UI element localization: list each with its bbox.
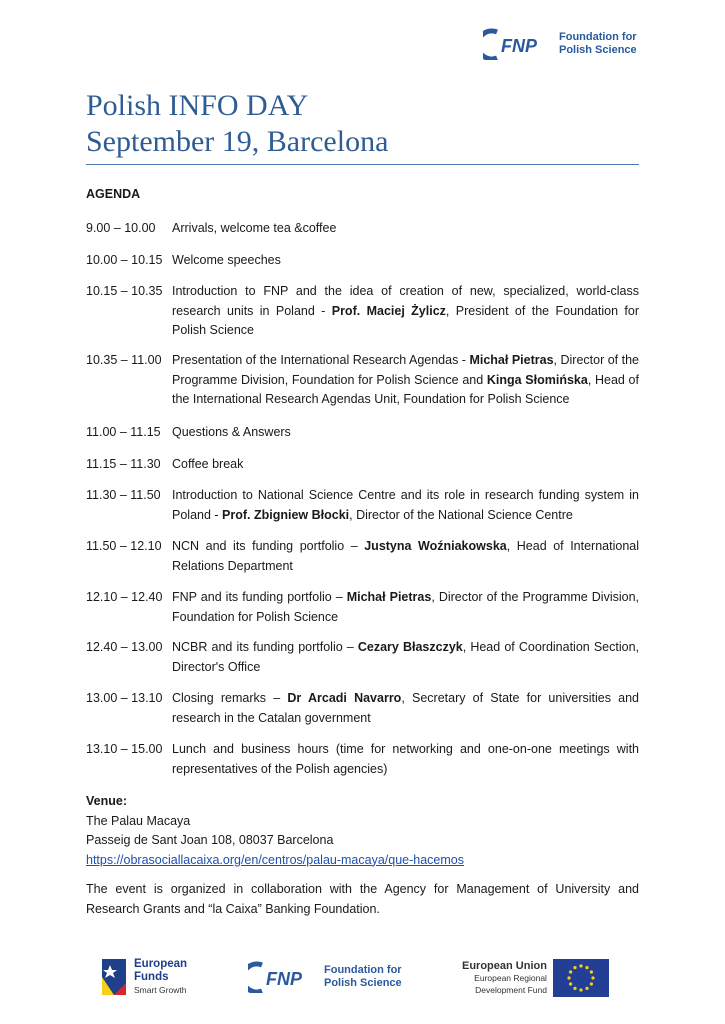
agenda-row (86, 740, 639, 779)
agenda-time: 12.40 – 13.00 (86, 640, 163, 654)
agenda-text: , Head of International Relations Department (172, 539, 639, 573)
eu-union-sub1: European Regional (474, 973, 547, 983)
logo-text-line1: Foundation for (559, 31, 637, 43)
svg-text:FNP: FNP (501, 36, 537, 56)
venue-link[interactable]: https://obrasociallacaixa.org/en/centros/palau-macaya/que-hacemos (86, 852, 464, 867)
fnp-footer-icon (248, 961, 316, 993)
agenda-description (172, 486, 639, 525)
eu-star-icon (569, 982, 572, 985)
collaboration-note: The event is organized in collaboration with the Agency for Management of University and Research Grants and “la Caixa” Banking Foundation. (86, 882, 639, 916)
agenda-time: 11.50 – 12.10 (86, 539, 162, 553)
agenda-text: Introduction to FNP and the idea of creation of new, specialized, world-class research units in Poland - (172, 284, 639, 318)
agenda-row (86, 423, 639, 443)
agenda-row (86, 251, 639, 271)
european-funds-icon (100, 955, 128, 999)
title-line2: September 19, Barcelona (86, 125, 389, 158)
agenda-text: Lunch and business hours (time for networking and one-on-one meetings with representatives of the Polish agencies) (172, 742, 639, 776)
eu-star-icon (579, 964, 582, 967)
agenda-text: Questions & Answers (172, 425, 291, 439)
agenda-text: , Director of the National Science Centre (349, 507, 573, 522)
agenda-description (172, 282, 639, 341)
fnp-footer-line1: Foundation for (324, 964, 402, 976)
fnp-footer-logo (248, 961, 402, 993)
agenda-time: 13.10 – 15.00 (86, 742, 163, 756)
agenda-row (86, 282, 639, 341)
eu-funds-line2: Funds (134, 970, 169, 983)
agenda-time: 9.00 – 10.00 (86, 221, 156, 235)
venue-name: The Palau Macaya (86, 813, 191, 828)
agenda-time: 13.00 – 13.10 (86, 691, 163, 705)
eu-star-icon (585, 987, 588, 990)
logo-text-line2: Polish Science (559, 44, 637, 56)
eu-star-icon (569, 970, 572, 973)
eu-funds-line1: European (134, 957, 188, 970)
speaker-name: Michał Pietras (346, 590, 432, 604)
speaker-name: Michał Pietras (469, 353, 554, 367)
european-union-text (462, 960, 547, 996)
agenda-text: , Secretary of State for universities and research in the Catalan government (172, 691, 640, 725)
european-funds-text (134, 958, 187, 997)
fnp-footer-text (324, 964, 402, 990)
eu-union-title: European Union (462, 960, 547, 972)
agenda-text: FNP and its funding portfolio – (172, 590, 347, 604)
eu-star-icon (579, 988, 582, 991)
agenda-heading: AGENDA (86, 187, 141, 201)
eu-star-icon (573, 966, 576, 969)
agenda-time: 11.30 – 11.50 (86, 488, 161, 502)
agenda-row (86, 588, 639, 627)
eu-star-icon (585, 966, 588, 969)
agenda-text: Arrivals, welcome tea &coffee (172, 221, 337, 235)
agenda-description (172, 251, 639, 271)
agenda-text: , Director of the Programme Division, Foundation for Polish Science (172, 590, 639, 624)
fnp-header-logo (483, 28, 637, 60)
venue-address: Passeig de Sant Joan 108, 08037 Barcelona (86, 833, 334, 847)
agenda-time: 11.15 – 11.30 (86, 457, 161, 471)
agenda-time: 12.10 – 12.40 (86, 590, 163, 604)
agenda-text: , President of the Foundation for Polish Science (172, 303, 639, 337)
agenda-text: , Head of Coordination Section, Director's Office (172, 640, 640, 674)
agenda-description (172, 740, 639, 779)
footer-logos (0, 955, 725, 1005)
agenda-description (172, 351, 639, 410)
svg-text:FNP: FNP (266, 969, 302, 989)
eu-union-sub2: Development Fund (475, 985, 547, 995)
agenda-time: 10.00 – 10.15 (86, 253, 163, 267)
title-divider (86, 164, 639, 165)
agenda-row (86, 455, 639, 475)
eu-star-icon (590, 970, 593, 973)
agenda-text: , Director of the Programme Division, Foundation for Polish Science and (172, 353, 639, 387)
agenda-row (86, 638, 639, 677)
eu-star-icon (573, 987, 576, 990)
agenda-description (172, 219, 639, 239)
speaker-name: Justyna Woźniakowska (364, 539, 507, 553)
eu-funds-sub: Smart Growth (134, 984, 187, 995)
speaker-name: Kinga Słomińska (486, 372, 588, 387)
agenda-text: Coffee break (172, 457, 244, 471)
title-line1: Polish INFO DAY (86, 89, 309, 122)
agenda-row (86, 537, 639, 576)
venue-block (86, 792, 464, 870)
agenda-description (172, 689, 639, 728)
fnp-logo-icon (483, 28, 551, 60)
speaker-name: Cezary Błaszczyk (357, 640, 463, 654)
fnp-header-logo-text (559, 31, 637, 57)
agenda-time: 11.00 – 11.15 (86, 425, 161, 439)
agenda-text: Introduction to National Science Centre and its role in research funding system in Poland - (172, 488, 639, 522)
agenda-description (172, 537, 639, 576)
eu-flag-icon (553, 959, 609, 997)
agenda-row (86, 351, 639, 410)
eu-star-icon (591, 976, 594, 979)
eu-star-icon (567, 976, 570, 979)
agenda-text: NCN and its funding portfolio – (172, 539, 365, 553)
agenda-description (172, 638, 639, 677)
agenda-description (172, 455, 639, 475)
agenda-text: Welcome speeches (172, 253, 281, 267)
page-title (86, 88, 646, 160)
agenda-description (172, 423, 639, 443)
agenda-time: 10.35 – 11.00 (86, 353, 162, 367)
agenda-text: Presentation of the International Research Agendas - (172, 353, 470, 367)
agenda-row (86, 486, 639, 525)
venue-label: Venue: (86, 794, 127, 808)
agenda-text: , Head of the International Research Agendas Unit, Foundation for Polish Science (172, 372, 639, 406)
speaker-name: Prof. Maciej Żylicz (331, 303, 446, 318)
agenda-description (172, 588, 639, 627)
speaker-name: Dr Arcadi Navarro (287, 691, 402, 705)
agenda-text: NCBR and its funding portfolio – (172, 640, 358, 654)
european-funds-logo (100, 955, 187, 999)
agenda-row (86, 689, 639, 728)
agenda-text: Closing remarks – (172, 691, 288, 705)
speaker-name: Prof. Zbigniew Błocki (222, 507, 350, 522)
eu-star-icon (590, 982, 593, 985)
fnp-footer-line2: Polish Science (324, 977, 402, 989)
european-union-logo (462, 959, 609, 997)
agenda-row (86, 219, 639, 239)
agenda-time: 10.15 – 10.35 (86, 284, 163, 298)
